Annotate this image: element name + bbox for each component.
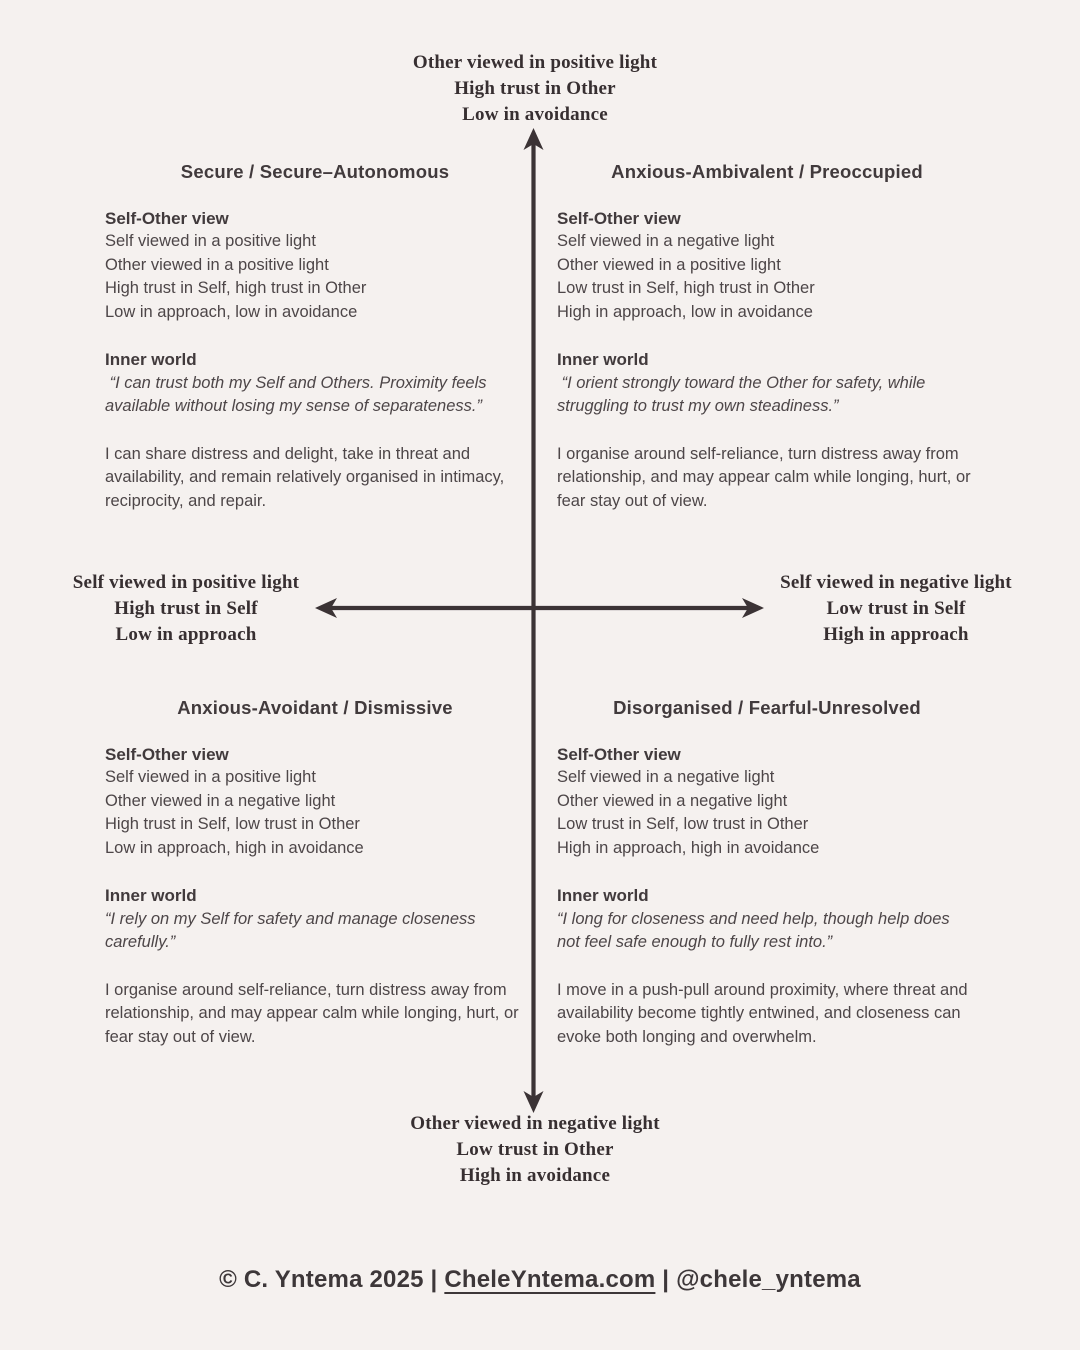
axis-label-line: Low in avoidance (462, 104, 608, 125)
inner-world-quote: “I orient strongly toward the Other for safety, while struggling to trust my own steadiness.” (557, 373, 930, 415)
axis-label-line: High trust in Other (454, 78, 616, 99)
self-other-line: Other viewed in a positive light (557, 255, 781, 274)
axis-label-bottom (410, 1111, 659, 1189)
self-other-line: Other viewed in a negative light (557, 791, 788, 810)
copyright-text: © C. Yntema 2025 | (219, 1266, 445, 1293)
self-other-line: High in approach, low in avoidance (557, 302, 813, 321)
self-other-view-heading: Self-Other view (105, 208, 229, 228)
self-other-line: High in approach, high in avoidance (557, 838, 820, 857)
arrowhead-left-icon (315, 598, 337, 618)
inner-world-heading: Inner world (105, 350, 197, 369)
axis-label-line: High in avoidance (459, 1165, 611, 1186)
arrowhead-right-icon (742, 598, 764, 618)
inner-world-description: I organise around self-reliance, turn distress away from relationship, and may appear calm while longing, hurt, or fear stay out of view. (105, 980, 519, 1046)
axis-label-line: Low trust in Other (456, 1139, 614, 1160)
axis-label-line: Low in approach (115, 624, 257, 645)
self-other-line: Low trust in Self, high trust in Other (557, 279, 815, 297)
arrowhead-up-icon (524, 128, 544, 150)
axis-label-line: High trust in Self (114, 598, 258, 619)
inner-world-description: I move in a push-pull around proximity, where threat and availability become tightly entwined, and closeness can evoke both longing and overwhelm. (557, 980, 968, 1046)
axis-label-line: Other viewed in positive light (412, 52, 658, 73)
inner-world-quote: “I can trust both my Self and Others. Proximity feels available without losing my sense of separateness.” (105, 373, 492, 415)
quadrant-title: Secure / Secure–Autonomous (180, 161, 450, 182)
axis-label-line: Other viewed in negative light (410, 1113, 660, 1134)
quadrant-anxious-avoidant (105, 696, 525, 1049)
self-other-line: Low trust in Self, low trust in Other (557, 815, 809, 833)
self-other-line: Low in approach, high in avoidance (105, 838, 364, 857)
inner-world-heading: Inner world (557, 350, 649, 369)
quadrant-anxious-ambivalent (557, 160, 977, 513)
axis-label-line: Low trust in Self (826, 598, 966, 619)
arrowhead-down-icon (524, 1091, 544, 1113)
axis-label-top (413, 50, 657, 128)
inner-world-heading: Inner world (557, 886, 649, 905)
self-other-line: Self viewed in a positive light (105, 768, 316, 786)
self-other-line: Self viewed in a positive light (105, 232, 316, 250)
axis-label-right (780, 570, 1012, 648)
axis-label-line: High in approach (823, 624, 969, 645)
quadrant-title: Anxious-Avoidant / Dismissive (177, 697, 453, 718)
axis-label-line: Self viewed in positive light (72, 572, 300, 593)
self-other-line: Low in approach, low in avoidance (105, 302, 358, 321)
inner-world-description: I organise around self-reliance, turn distress away from relationship, and may appear calm while longing, hurt, or fear stay out of view. (557, 444, 971, 510)
quadrant-title: Anxious-Ambivalent / Preoccupied (611, 161, 923, 182)
self-other-view-heading: Self-Other view (105, 744, 229, 764)
social-handle: | @chele_yntema (655, 1266, 861, 1293)
self-other-line: High trust in Self, high trust in Other (105, 279, 367, 297)
quadrant-title: Disorganised / Fearful-Unresolved (613, 697, 921, 718)
inner-world-description: I can share distress and delight, take in threat and availability, and remain relatively organised in intimacy, reciprocity, and repair. (105, 444, 505, 510)
self-other-line: Other viewed in a negative light (105, 791, 336, 810)
inner-world-quote: “I long for closeness and need help, though help does not feel safe enough to fully rest into.” (557, 909, 955, 951)
self-other-line: Other viewed in a positive light (105, 255, 329, 274)
self-other-line: High trust in Self, low trust in Other (105, 815, 360, 833)
self-other-line: Self viewed in a negative light (557, 232, 775, 250)
self-other-line: Self viewed in a negative light (557, 768, 775, 786)
axis-label-left (73, 570, 299, 648)
website-link[interactable]: CheleYntema.com (444, 1266, 656, 1293)
axis-label-line: Self viewed in negative light (780, 572, 1012, 593)
inner-world-heading: Inner world (105, 886, 197, 905)
self-other-view-heading: Self-Other view (557, 208, 681, 228)
quadrant-disorganised (557, 696, 977, 1049)
quadrant-secure (105, 160, 525, 513)
footer (0, 1266, 1080, 1294)
inner-world-quote: “I rely on my Self for safety and manage closeness carefully.” (105, 909, 481, 951)
self-other-view-heading: Self-Other view (557, 744, 681, 764)
